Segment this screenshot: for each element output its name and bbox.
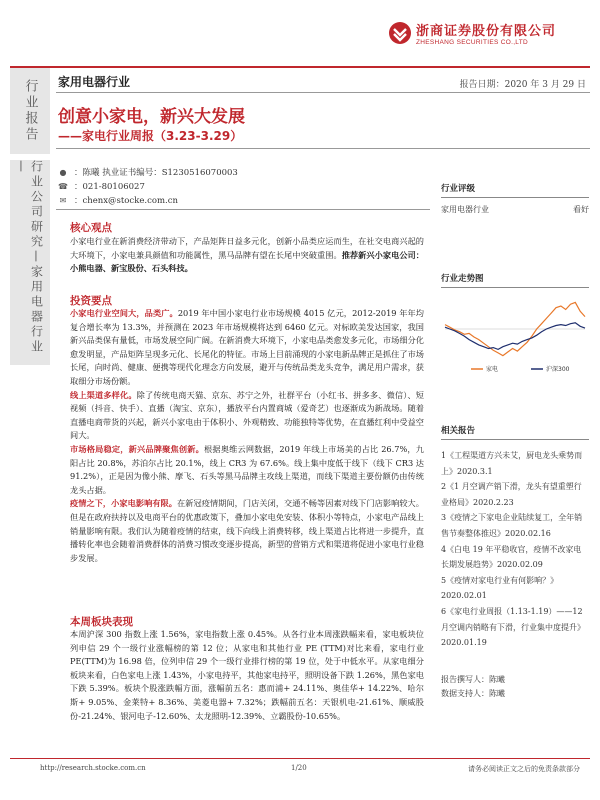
trend-divider: [441, 287, 589, 288]
title-divider: [56, 148, 590, 149]
invest-body: [70, 307, 424, 565]
weekly-heading: 本周板块表现: [70, 616, 133, 628]
trend-heading: 行业走势图: [441, 274, 484, 284]
related-list: [441, 448, 589, 651]
brand-name-cn: 浙商证券股份有限公司: [416, 24, 557, 39]
rating-box: [441, 182, 589, 215]
related-divider: [441, 439, 589, 440]
category-label: 行业公司研究—家用电器行业—: [14, 160, 44, 355]
report-type-label: 行业报告: [22, 79, 38, 143]
analyst-name: ：陈曦 执业证书编号：S1230516070003: [74, 168, 238, 178]
invest-point-3: [70, 443, 424, 497]
invest-point-3-lead: 市场格局稳定，新兴品牌聚焦创新。: [70, 443, 205, 454]
header-divider: [56, 92, 590, 93]
analyst-name-row: [58, 166, 238, 178]
phone-icon: ☎: [58, 181, 68, 191]
core-view-paragraph: [70, 235, 424, 276]
invest-point-4: [70, 497, 424, 565]
weekly-paragraph: 本周沪深 300 指数上涨 1.56%，家电指数上涨 0.45%。从各行业本周涨跌幅来看，家电板块位列申信 29 个一级行业涨幅榜的第 12 位；从家电和其他行业 PE (TTM)对比来看，家电行业 PE(TTM)为 16.98 倍，位列申信 29 个一级行业排行榜的第 19 位，处于中低水平。从家电细分板块来看，白色家电上涨 1.43%，小家电持平，其他家电持平，照明设备下跌 1.26%，黑色家电下跌 5.39%。板块个股涨跌幅方面，涨幅前五名：惠而浦+ 24.11%、奥佳华+ 14.22%、哈尔斯+ 9.05%、金莱特+ 8.36%、美菱电器+ 7.32%；跌幅前五名：天银机电-21.61%、顺威股份-21.24%、银河电子-12.60%、太龙照明-12.39%、立霸股份-10.65%。: [70, 629, 424, 721]
header-rule: [10, 66, 590, 68]
series-line-1: [445, 323, 585, 350]
page-title: 创意小家电，新兴大发展: [58, 107, 245, 127]
invest-heading: 投资要点: [70, 295, 112, 307]
data-support: 数据支持人：陈曦: [441, 688, 505, 698]
legend-label-1: 沪深300: [546, 366, 570, 373]
footer-url[interactable]: http://research.stocke.com.cn: [40, 764, 146, 772]
invest-point-1: [70, 307, 424, 389]
related-item[interactable]: 6《家电行业周报（1.13-1.19）——12 月空调内销略有下滑，行业集中度提升》2020.01.19: [441, 606, 585, 648]
invest-point-4-text: 在新冠疫情期间，门店关闭，交通不畅等因素对线下门店影响较大。但是在政府扶持以及电商平台的优惠政策下，叠加小家电免安装、体积小等特点，小家电产品线上销量影响有限。我们认为随着疫情的结束，线下向线上消费转移，线上渠道占比将进一步提升，直播转化率也会随着消费群体的消费习惯改变逐步提高，新型的营销方式和渠道将促进小家电行业稳步发展。: [70, 498, 424, 563]
invest-point-2-text: 除了传统电商天猫、京东、苏宁之外，社群平台（小红书、拼多多、微信）、短视频（抖音、快手）、直播（淘宝、京东），播放平台内置商城（爱奇艺）也逐渐成为新战场。随着直播电商带货的兴起，新兴小家电由于体积小、外观精致、功能独特等优势，在直播红利中受益空间大。: [70, 389, 424, 441]
analyst-phone: ：021-80106027: [74, 182, 145, 192]
invest-point-2: [70, 389, 424, 443]
rating-divider: [441, 197, 589, 198]
invest-point-1-lead: 小家电行业空间大，品类广。: [70, 308, 178, 318]
brand-logo-icon: [388, 21, 412, 45]
related-item[interactable]: 2《1 月空调产销下滑，龙头有望重塑行业格局》2020.2.23: [441, 482, 582, 507]
legend-label-0: 家电: [486, 366, 499, 373]
rating-row: [441, 204, 589, 215]
report-author: 报告撰写人：陈曦: [441, 674, 505, 684]
person-icon: ●: [59, 167, 67, 177]
email-icon: ✉: [59, 195, 67, 205]
rating-sector: 家用电器行业: [441, 205, 489, 214]
report-type-tab: [10, 68, 50, 154]
analyst-phone-row: [58, 180, 145, 192]
footer-rule: [10, 758, 590, 759]
rating-value: 看好: [573, 205, 589, 214]
trend-chart: [441, 292, 589, 376]
analyst-email[interactable]: ：chenx@stocke.com.cn: [74, 196, 178, 206]
category-tab: [10, 160, 50, 365]
footer-disclaimer: 请务必阅读正文之后的免责条款部分: [468, 765, 580, 773]
author-block: [441, 673, 589, 701]
page-subtitle: ——家电行业周报（3.23-3.29）: [58, 129, 243, 143]
related-item[interactable]: 3《疫情之下家电企业陆续复工，全年销售节奏整体推迟》2020.02.16: [441, 513, 583, 538]
invest-point-2-lead: 线上渠道多样化。: [70, 389, 137, 400]
report-date: 报告日期：2020 年 3 月 29 日: [459, 80, 586, 90]
related-box: [441, 424, 589, 701]
related-item[interactable]: 1《工程渠道方兴未艾，厨电龙头乘势而上》2020.3.1: [441, 451, 583, 476]
brand-name-en: ZHESHANG SECURITIES CO.,LTD: [416, 39, 528, 46]
analyst-divider: [56, 209, 430, 210]
related-item[interactable]: 5《疫情对家电行业有何影响？》2020.02.01: [441, 575, 559, 601]
analyst-email-row: [58, 194, 178, 206]
core-view-heading: 核心观点: [70, 222, 112, 234]
related-heading: 相关报告: [441, 426, 476, 436]
core-view-text: 小家电行业在新消费经济带动下，产品矩阵日益多元化，创新小品类应运而生，在社交电商兴起的大环境下，小家电兼具颜值和功能属性，黑马品牌有望在长尾中突破重围。: [70, 236, 424, 260]
brand-logo: [388, 20, 556, 46]
invest-point-3-text: 根据奥维云网数据，2019 年线上市场美的占比 26.7%，九阳占比 20.8%，苏泊尔占比 20.1%，线上 CR3 为 67.6%。线上集中度低于线下（线下 CR3 达 91.2%），正是因为像小熊、摩飞、石头等黑马品牌主攻线上渠道，而线下渠道主要份额仍由传统龙头占据。: [70, 443, 424, 495]
invest-point-1-text: 2019 年中国小家电行业市场规模 4015 亿元，2012-2019 年年均复合增长率为 13.3%，并预测在 2023 年市场规模将达到 6460 亿元。对标欧美发达国家，我国新兴品类保有量低，市场发展空间广阔。在新消费大环境下，小家电品类愈发多元化，市场细分化愈发明显，产品矩阵呈现多元化、长尾化的特征。市场上目前涌现的小家电新品牌正是抓住了市场长尾，向时尚、健康、便携等现代化理念方向发展，避开与传统品类龙头竞争，满足用户需求，获取细分市场份额。: [70, 308, 424, 386]
page-number: 1/20: [291, 764, 307, 772]
sector-label: 家用电器行业: [58, 75, 131, 89]
trend-box: [441, 272, 589, 379]
related-item[interactable]: 4《白电 19 年平稳收官，疫情不改家电长期发展趋势》2020.02.09: [441, 544, 582, 570]
core-view-recommendation: 推荐新兴小家电公司：小熊电器、新宝股份、石头科技。: [70, 249, 424, 274]
invest-point-4-lead: 疫情之下，小家电影响有限。: [70, 498, 178, 509]
rating-heading: 行业评级: [441, 184, 476, 194]
